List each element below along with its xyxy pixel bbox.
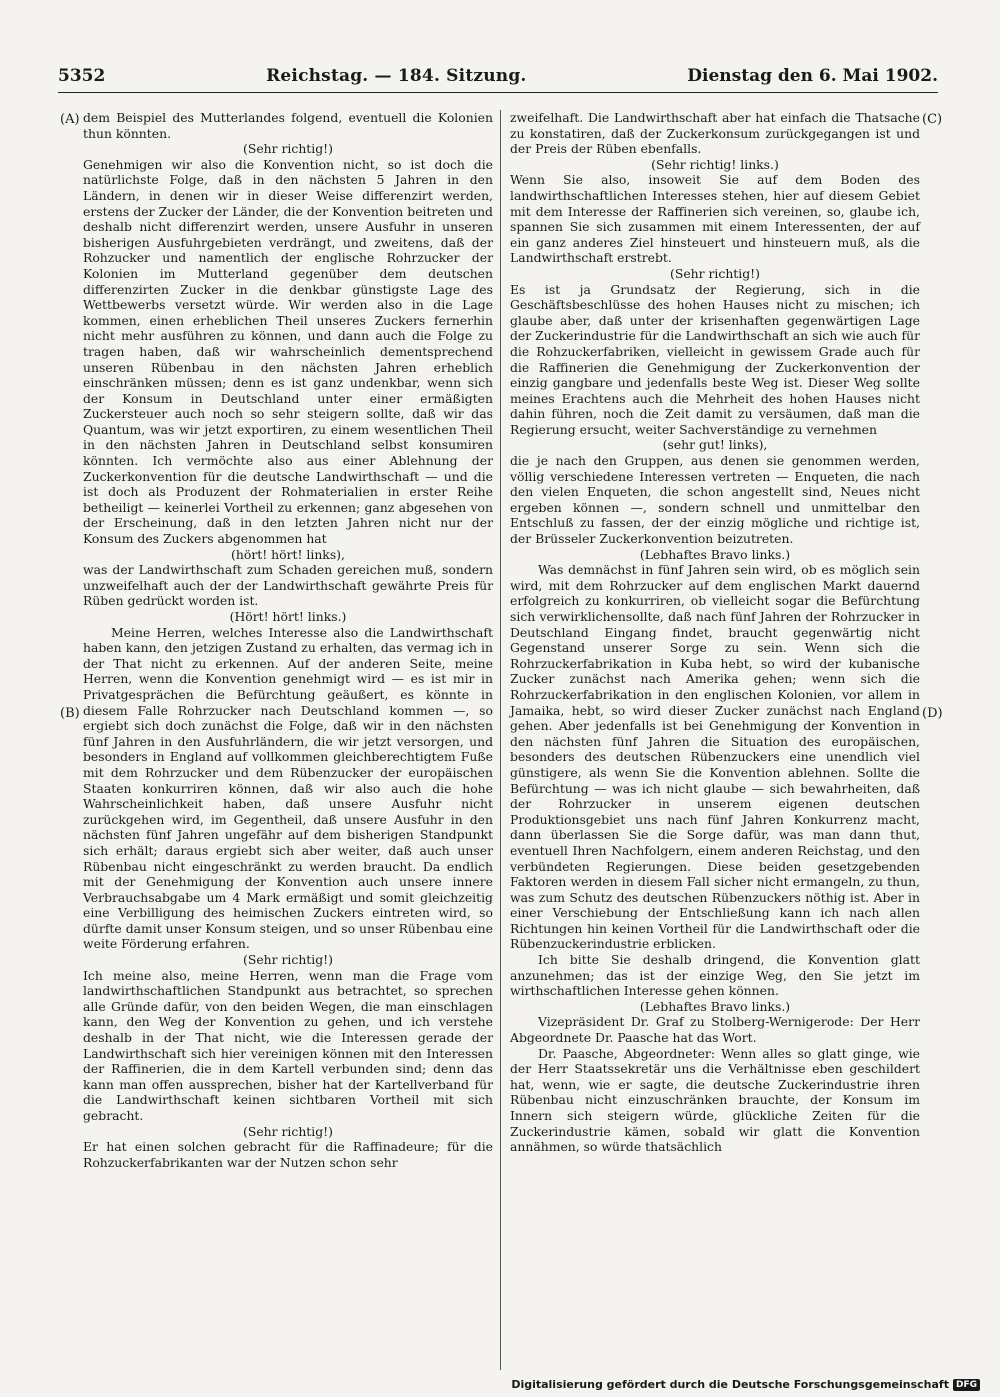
paragraph: Wenn Sie also, insoweit Sie auf dem Boden des landwirthschaftlichen Interesses stehen, hier auf diesem Gebiet mit dem Interesse der Raffinerien sich vereinen, so, glaube ich, spannen Sie sich zusammen mit einem Interessenten, der auf ein ganz anderes Ziel hinsteuert und hinsteuern muß, als die Landwirthschaft erstrebt.: [510, 172, 920, 266]
margin-marker-a: (A): [60, 112, 80, 127]
margin-marker-c: (C): [922, 112, 943, 127]
paragraph: Ich meine also, meine Herren, wenn man die Frage vom landwirthschaftlichen Standpunkt aus betrachtet, so sprechen alle Gründe dafür, von den beiden Wegen, die man einschlagen kann, den Weg der Konvention zu gehen, und ich verstehe deshalb in der That nicht, wie die Interessen gerade der Landwirthschaft sich hier vereinigen können mit den Interessen der Raffinerien, die in dem Kartell verbunden sind; denn das kann man offen aussprechen, bisher hat der Kartellverband für die Landwirthschaft keinen sichtbaren Vortheil mit sich gebracht.: [83, 967, 493, 1123]
interjection: (Hört! hört! links.): [229, 609, 347, 624]
session-date: Dienstag den 6. Mai 1902.: [687, 66, 938, 86]
paragraph: Was demnächst in fünf Jahren sein wird, ob es möglich sein wird, mit dem Rohrzucker auf dem englischen Markt dauernd erfolgreich zu konkurriren, ob vielleicht sogar die Befürchtung sich verwirklichensollte, daß nach fünf Jahren der Rohrzucker in Deutschland Eingang findet, braucht gegenwärtig nicht Gegenstand unserer Sorge zu sein. Wenn sich die Rohrzuckerfabrikation in Kuba hebt, so wird der kubanische Zucker zunächst nach Amerika gehen; wenn sich die Rohrzuckerfabrikation in den englischen Kolonien, vor allem in Jamaika, hebt, so wird dieser Zucker zunächst nach England gehen. Aber jedenfalls ist bei Genehmigung der Konvention in den nächsten fünf Jahren die Situation des europäischen, besonders des deutschen Rübenzuckers eine unendlich viel günstigere, als wenn Sie die Konvention ablehnen. Sollte die Befürchtung — was ich nicht glaube — sich bewahrheiten, daß der Rohrzucker in unserem eigenen deutschen Produktionsgebiet uns nach fünf Jahren Konkurrenz macht, dann überlassen Sie die Sorge dafür, was man dann thut, eventuell Ihren Nachfolgern, einem anderen Reichstag, und den verbündeten Regierungen. Diese beiden gesetzgebenden Faktoren werden in diesem Fall sicher nicht ermangeln, zu thun, was zum Schutz des deutschen Rübenzuckers nöthig ist. Aber in einer Verschiebung der Entschließung kann ich nach allen Richtungen hin keinen Vortheil für die Landwirthschaft oder die Rübenzuckerindustrie erblicken.: [510, 562, 920, 952]
interjection: (hört! hört! links),: [231, 546, 345, 562]
interjection: (Sehr richtig!): [670, 265, 760, 281]
margin-marker-b: (B): [60, 706, 80, 721]
interjection: (sehr gut! links),: [662, 437, 768, 453]
interjection: (Sehr richtig!): [243, 141, 333, 157]
interjection: (Lebhaftes Bravo links.): [639, 998, 791, 1014]
page-number: 5352: [58, 66, 106, 86]
paragraph: Ich bitte Sie deshalb dringend, die Konvention glatt anzunehmen; das ist der einzige Weg, den Sie jetzt im wirthschaftlichen Interesse gehen können.: [510, 952, 920, 999]
paragraph: Es ist ja Grundsatz der Regierung, sich in die Geschäftsbeschlüsse des hohen Hauses nicht zu mischen; ich glaube aber, daß unter der krisenhaften gegenwärtigen Lage der Zuckerindustrie für die Landwirthschaft an sich wie auch für die Rohzuckerfabriken, vielleicht in gewissem Grade auch für die Raffinerien die Genehmigung der Zuckerkonvention der einzig gangbare und jedenfalls beste Weg ist. Dieser Weg sollte meines Erachtens auch die Mehrheit des hohen Hauses nicht dahin führen, noch die Zeit damit zu versäumen, daß man die Regierung ersucht, weiter Sachverständige zu vernehmen: [510, 281, 920, 437]
paragraph: die je nach den Gruppen, aus denen sie genommen werden, völlig verschiedene Interessen vertreten — Enqueten, die nach den vielen Enqueten, die schon angestellt sind, Neues nicht ergeben können —, sondern schnell und unmittelbar den Entschluß zu fassen, der der einzig mögliche und richtige ist, der Brüsseler Zuckerkonvention beizutreten.: [510, 453, 920, 547]
column-divider: [500, 110, 501, 1370]
dfg-logo: DFG: [953, 1379, 980, 1391]
page-footer: [511, 1378, 980, 1391]
footer-text: Digitalisierung gefördert durch die Deutsche Forschungsgemeinschaft: [511, 1378, 949, 1391]
paragraph: dem Beispiel des Mutterlandes folgend, eventuell die Kolonien thun könnten.: [83, 110, 493, 141]
header-rule: [58, 92, 938, 93]
right-column: [510, 110, 920, 1155]
paragraph: Er hat einen solchen gebracht für die Raffinadeure; für die Rohzuckerfabrikanten war der Nutzen schon sehr: [83, 1139, 493, 1170]
margin-marker-d: (D): [922, 706, 943, 721]
paragraph: Meine Herren, welches Interesse also die Landwirthschaft haben kann, den jetzigen Zustand zu erhalten, das vermag ich in der That nicht zu erkennen. Auf der anderen Seite, meine Herren, wenn die Konvention genehmigt wird — es ist mir in Privatgesprächen die Befürchtung geäußert, es könnte in diesem Falle Rohrzucker nach Deutschland kommen —, so ergiebt sich doch zunächst die Folge, daß wir in den nächsten fünf Jahren in den Ausfuhrländern, die wir jetzt versorgen, und besonders in England auf vollkommen gleichberechtigtem Fuße mit dem Rohrzucker und dem Rübenzucker der europäischen Staaten konkurriren können, daß wir also auch die hohe Wahrscheinlichkeit haben, daß unsere Ausfuhr nicht zurückgehen wird, im Gegentheil, daß unsere Ausfuhr in den nächsten fünf Jahren ungefähr auf dem bisherigen Standpunkt sich erhält; daraus ergiebt sich aber weiter, daß auch unser Rübenbau nicht eingeschränkt zu werden braucht. Da endlich mit der Genehmigung der Konvention auch unsere innere Verbrauchsabgabe um 4 Mark ermäßigt und somit gleichzeitig eine Verbilligung des heimischen Zuckers eintreten wird, so dürfte damit unser Konsum steigen, und so unser Rübenbau eine weite Förderung erfahren.: [83, 624, 493, 952]
session-title: Reichstag. — 184. Sitzung.: [266, 66, 527, 86]
paragraph: was der Landwirthschaft zum Schaden gereichen muß, sondern unzweifelhaft auch der der Landwirthschaft gewährte Preis für Rüben gedrückt worden ist.: [83, 562, 493, 609]
interjection: (Sehr richtig! links.): [651, 156, 779, 172]
interjection: (Lebhaftes Bravo links.): [639, 546, 791, 562]
page-header: [58, 64, 938, 88]
paragraph: zweifelhaft. Die Landwirthschaft aber hat einfach die Thatsache zu konstatiren, daß der Zuckerkonsum zurückgegangen ist und der Preis der Rüben ebenfalls.: [510, 110, 920, 157]
paragraph: Dr. Paasche, Abgeordneter: Wenn alles so glatt ginge, wie der Herr Staatssekretär uns die Verhältnisse eben geschildert hat, wenn, wie er sagte, die deutsche Zuckerindustrie ihren Rübenbau nicht einzuschränken brauchte, der Konsum im Innern sich steigern würde, glückliche Zeiten für die Zuckerindustrie kämen, sobald wir glatt die Konvention annähmen, so würde thatsächlich: [510, 1045, 920, 1155]
left-column: [83, 110, 493, 1170]
interjection: (Sehr richtig!): [243, 1123, 333, 1139]
paragraph: Genehmigen wir also die Konvention nicht, so ist doch die natürlichste Folge, daß in den nächsten 5 Jahren in den Ländern, in denen wir in dieser Weise differenzirt werden, erstens der Zucker der Länder, die der Konvention beitreten und deshalb nicht differenzirt werden, unsere Ausfuhr in unseren bisherigen Ausfuhrgebieten verdrängt, und zweitens, daß der Rohzucker und namentlich der englische Rohrzucker der Kolonien im Mutterland gegenüber dem deutschen differenzirten Zucker in die denkbar günstigste Lage des Wettbewerbs versetzt würde. Wir werden also in die Lage kommen, einen erheblichen Theil unseres Zuckers fernerhin nicht mehr ausführen zu können, und dann auch die Folge zu tragen haben, daß wir wahrscheinlich dementsprechend unseren Rübenbau in den nächsten Jahren erheblich einschränken müssen; denn es ist ganz undenkbar, wenn sich der Konsum in Deutschland unter einer ermäßigten Zuckersteuer auch noch so sehr steigern sollte, daß wir das Quantum, was wir jetzt exportiren, zu einem wesentlichen Theil in den nächsten Jahren in Deutschland selbst konsumiren könnten. Ich vermöchte also aus einer Ablehnung der Zuckerkonvention für die deutsche Landwirthschaft — und die ist doch als Produzent der Rohmaterialien in erster Reihe betheiligt — keinerlei Vortheil zu erkennen; ganz abgesehen von der Erscheinung, daß in den letzten Jahren nicht nur der Konsum des Zuckers abgenommen hat: [83, 156, 493, 547]
paragraph: Vizepräsident Dr. Graf zu Stolberg-Wernigerode: Der Herr Abgeordnete Dr. Paasche hat das Wort.: [510, 1014, 920, 1046]
interjection: (Sehr richtig!): [243, 952, 333, 968]
